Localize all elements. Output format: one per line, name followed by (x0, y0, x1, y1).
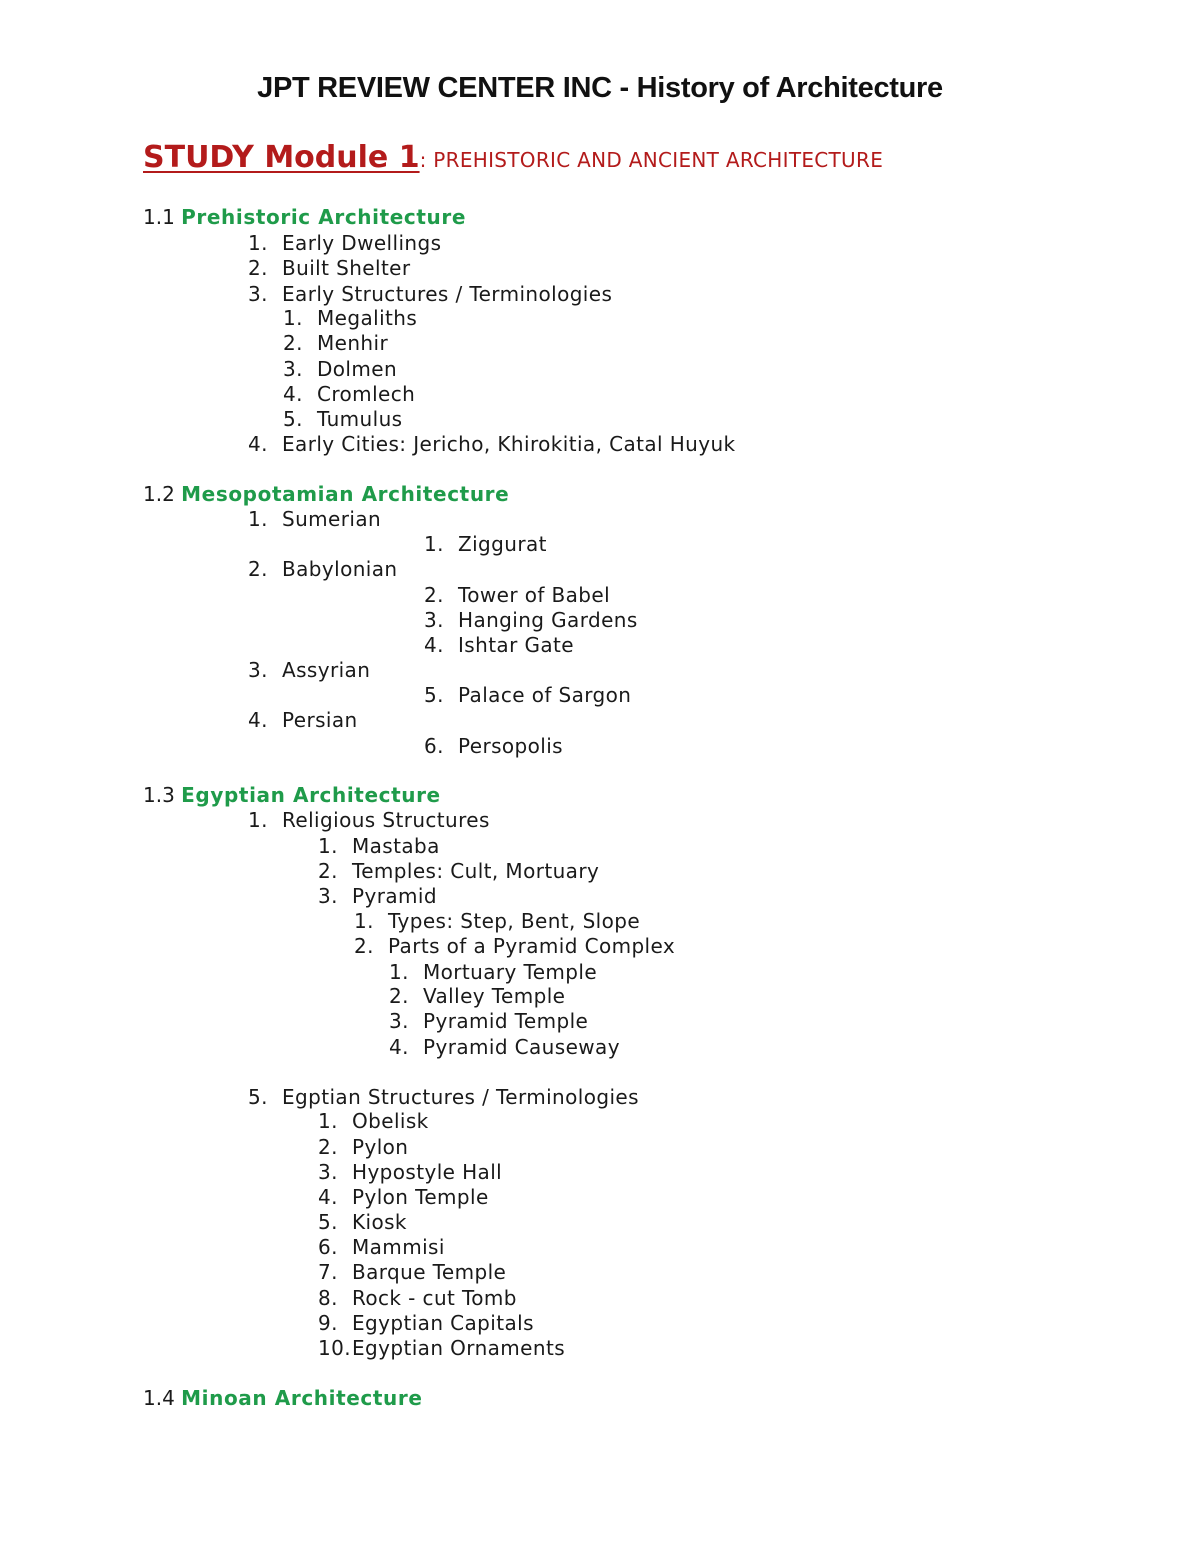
item-text: Pylon Temple (352, 1185, 489, 1209)
list-item (389, 983, 565, 1009)
item-number: 5. (424, 683, 444, 707)
item-number: 1. (318, 834, 338, 858)
list-item (424, 607, 638, 633)
list-item (318, 1108, 429, 1134)
item-number: 9. (318, 1311, 338, 1335)
item-text: Mammisi (352, 1235, 445, 1259)
item-number: 2. (389, 984, 409, 1008)
list-item (318, 1134, 408, 1160)
item-text: Early Dwellings (282, 231, 442, 255)
item-text: Ziggurat (458, 532, 547, 556)
list-item (354, 908, 640, 934)
item-text: Early Cities: Jericho, Khirokitia, Catal Huyuk (282, 432, 736, 456)
list-item (389, 959, 597, 985)
item-number: 1. (248, 808, 268, 832)
list-item (248, 230, 441, 256)
list-item (318, 1310, 534, 1336)
item-number: 2. (318, 859, 338, 883)
list-item (248, 707, 358, 733)
item-text: Ishtar Gate (458, 633, 574, 657)
list-item (318, 1285, 517, 1311)
section-heading (143, 1385, 423, 1411)
list-item (318, 883, 437, 909)
module-heading (143, 140, 883, 175)
list-item (424, 531, 547, 557)
item-number: 4. (248, 708, 268, 732)
section-heading (143, 782, 441, 808)
section-title: Egyptian Architecture (181, 783, 441, 807)
item-number: 2. (318, 1135, 338, 1159)
item-number: 5. (318, 1210, 338, 1234)
item-number: 5. (248, 1085, 268, 1109)
item-text: Obelisk (352, 1109, 429, 1133)
item-text: Pyramid (352, 884, 437, 908)
item-text: Religious Structures (282, 808, 490, 832)
module-label: STUDY Module 1 (143, 140, 420, 175)
list-item (424, 733, 563, 759)
list-item (424, 682, 631, 708)
item-number: 3. (318, 884, 338, 908)
list-item (248, 807, 490, 833)
item-text: Early Structures / Terminologies (282, 282, 613, 306)
item-text: Assyrian (282, 658, 371, 682)
list-item (424, 582, 610, 608)
item-number: 1. (318, 1109, 338, 1133)
item-text: Babylonian (282, 557, 398, 581)
item-number: 2. (248, 557, 268, 581)
list-item (283, 356, 397, 382)
list-item (283, 381, 415, 407)
list-item (318, 858, 599, 884)
item-number: 2. (424, 583, 444, 607)
item-text: Persopolis (458, 734, 563, 758)
document-title: JPT REVIEW CENTER INC - History of Architecture (257, 72, 943, 104)
item-number: 10. (318, 1336, 352, 1360)
item-text: Parts of a Pyramid Complex (388, 934, 676, 958)
list-item (248, 431, 736, 457)
item-number: 6. (424, 734, 444, 758)
item-number: 3. (283, 357, 303, 381)
list-item (318, 1335, 565, 1361)
item-text: Mastaba (352, 834, 440, 858)
item-text: Egyptian Ornaments (352, 1336, 566, 1360)
item-text: Egptian Structures / Terminologies (282, 1085, 639, 1109)
item-number: 6. (318, 1235, 338, 1259)
section-heading (143, 481, 509, 507)
list-item (248, 281, 612, 307)
item-number: 4. (318, 1185, 338, 1209)
item-number: 1. (248, 231, 268, 255)
section-number: 1.3 (143, 783, 175, 807)
list-item (248, 1084, 639, 1110)
list-item (389, 1034, 620, 1060)
section-number: 1.4 (143, 1386, 175, 1410)
item-number: 2. (283, 331, 303, 355)
section-number: 1.1 (143, 205, 175, 229)
item-text: Valley Temple (423, 984, 566, 1008)
list-item (248, 255, 411, 281)
item-number: 2. (354, 934, 374, 958)
item-text: Temples: Cult, Mortuary (352, 859, 600, 883)
item-text: Rock - cut Tomb (352, 1286, 517, 1310)
section-title: Minoan Architecture (181, 1386, 423, 1410)
item-number: 3. (389, 1009, 409, 1033)
item-number: 4. (389, 1035, 409, 1059)
item-number: 1. (389, 960, 409, 984)
list-item (318, 1184, 489, 1210)
list-item (248, 556, 397, 582)
list-item (389, 1008, 588, 1034)
list-item (424, 632, 574, 658)
item-text: Pyramid Temple (423, 1009, 589, 1033)
item-number: 3. (248, 658, 268, 682)
item-number: 4. (424, 633, 444, 657)
list-item (283, 406, 402, 432)
item-number: 8. (318, 1286, 338, 1310)
list-item (318, 1159, 502, 1185)
item-text: Kiosk (352, 1210, 407, 1234)
list-item (318, 1259, 506, 1285)
list-item (248, 657, 370, 683)
item-number: 1. (248, 507, 268, 531)
item-text: Tumulus (317, 407, 403, 431)
section-heading (143, 204, 466, 230)
item-text: Built Shelter (282, 256, 411, 280)
item-text: Menhir (317, 331, 389, 355)
item-number: 3. (248, 282, 268, 306)
list-item (248, 506, 381, 532)
list-item (318, 1234, 445, 1260)
item-number: 4. (248, 432, 268, 456)
item-number: 3. (318, 1160, 338, 1184)
list-item (318, 1209, 407, 1235)
item-text: Sumerian (282, 507, 382, 531)
item-number: 4. (283, 382, 303, 406)
list-item (283, 305, 417, 331)
item-text: Persian (282, 708, 358, 732)
item-number: 5. (283, 407, 303, 431)
item-text: Egyptian Capitals (352, 1311, 534, 1335)
item-number: 1. (424, 532, 444, 556)
item-number: 2. (248, 256, 268, 280)
item-text: Pylon (352, 1135, 409, 1159)
list-item (318, 833, 440, 859)
item-number: 7. (318, 1260, 338, 1284)
section-title: Mesopotamian Architecture (181, 482, 510, 506)
item-text: Hypostyle Hall (352, 1160, 503, 1184)
item-text: Pyramid Causeway (423, 1035, 620, 1059)
item-text: Cromlech (317, 382, 416, 406)
item-text: Dolmen (317, 357, 398, 381)
list-item (283, 330, 388, 356)
item-text: Hanging Gardens (458, 608, 638, 632)
item-text: Types: Step, Bent, Slope (388, 909, 641, 933)
item-number: 1. (283, 306, 303, 330)
section-title: Prehistoric Architecture (181, 205, 466, 229)
item-text: Barque Temple (352, 1260, 507, 1284)
list-item (354, 933, 675, 959)
item-text: Palace of Sargon (458, 683, 632, 707)
item-text: Mortuary Temple (423, 960, 598, 984)
item-number: 3. (424, 608, 444, 632)
item-text: Tower of Babel (458, 583, 611, 607)
item-text: Megaliths (317, 306, 418, 330)
item-number: 1. (354, 909, 374, 933)
module-subtitle: : PREHISTORIC AND ANCIENT ARCHITECTURE (419, 148, 884, 172)
section-number: 1.2 (143, 482, 175, 506)
